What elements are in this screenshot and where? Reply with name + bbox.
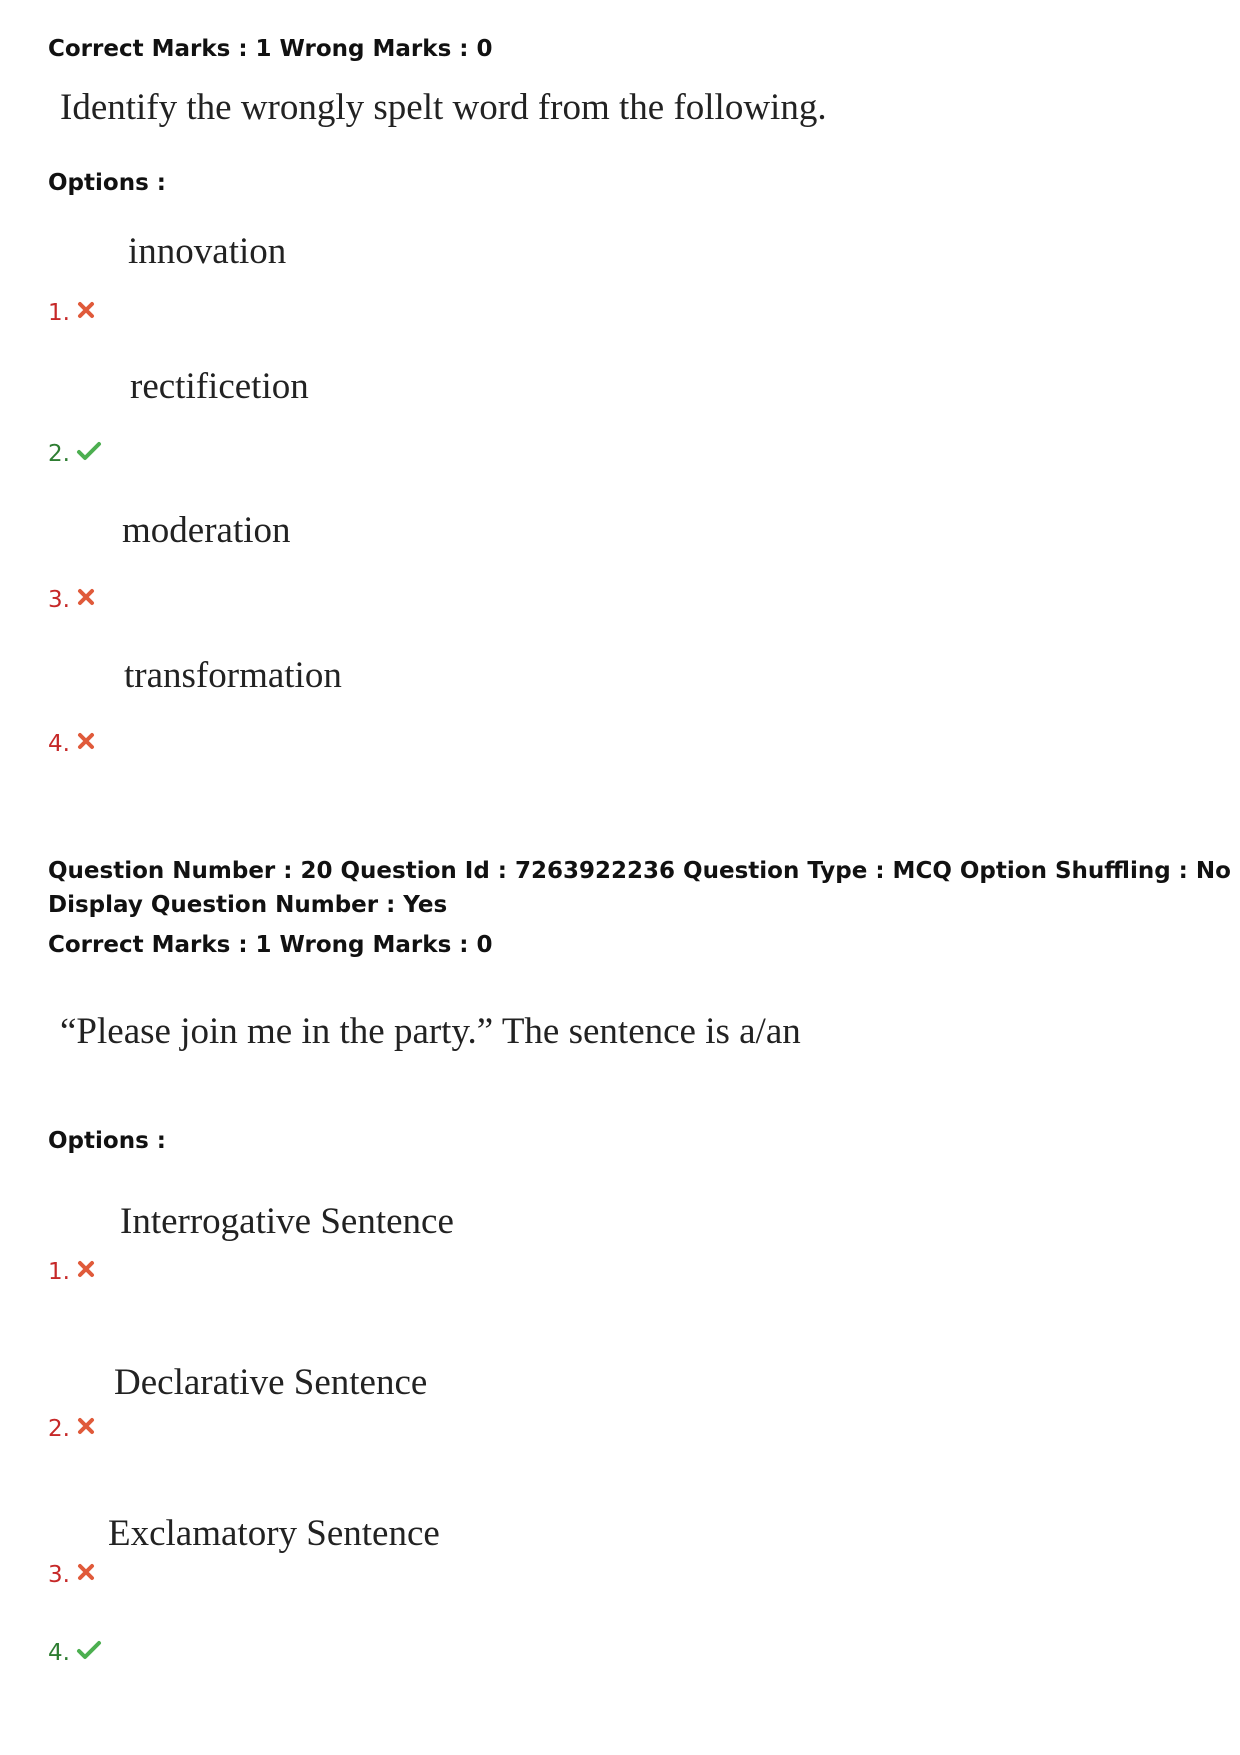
q19-option-1-text: innovation: [128, 231, 287, 272]
q19-option-3-text: moderation: [122, 510, 291, 551]
q20-header-line-2: Display Question Number : Yes: [48, 892, 448, 918]
q19-marks: Correct Marks : 1 Wrong Marks : 0: [48, 36, 493, 62]
q20-option-1: [48, 1259, 96, 1285]
q20-options-label: Options :: [48, 1128, 166, 1154]
q20-option-3-text: Exclamatory Sentence: [108, 1513, 440, 1554]
q20-option-4-number: 4.: [48, 1640, 70, 1666]
cross-icon: [76, 1562, 96, 1582]
q19-question-text: Identify the wrongly spelt word from the following.: [60, 87, 827, 128]
q19-option-2-number: 2.: [48, 441, 70, 467]
check-icon: [76, 1640, 102, 1660]
cross-icon: [76, 300, 96, 320]
q20-option-3: [48, 1562, 96, 1588]
q19-options-label: Options :: [48, 170, 166, 196]
q20-option-2-text: Declarative Sentence: [114, 1362, 428, 1403]
q20-option-3-number: 3.: [48, 1562, 70, 1588]
q20-marks: Correct Marks : 1 Wrong Marks : 0: [48, 932, 493, 958]
q19-option-4-text: transformation: [124, 655, 342, 696]
q20-question-text: “Please join me in the party.” The sentence is a/an: [60, 1011, 801, 1052]
q19-option-1: [48, 300, 96, 326]
cross-icon: [76, 1416, 96, 1436]
q20-option-4: [48, 1640, 102, 1666]
q20-option-2-number: 2.: [48, 1416, 70, 1442]
q19-option-4: [48, 731, 96, 757]
q19-option-3: [48, 587, 96, 613]
q20-option-1-number: 1.: [48, 1259, 70, 1285]
q20-option-2: [48, 1416, 96, 1442]
q19-option-2: [48, 441, 102, 467]
q19-option-2-text: rectificetion: [130, 366, 309, 407]
q19-option-1-number: 1.: [48, 300, 70, 326]
q20-header-line-1: Question Number : 20 Question Id : 7263922236 Question Type : MCQ Option Shuffling : No: [48, 858, 1231, 884]
q19-option-3-number: 3.: [48, 587, 70, 613]
check-icon: [76, 441, 102, 461]
q20-option-1-text: Interrogative Sentence: [120, 1201, 454, 1242]
cross-icon: [76, 731, 96, 751]
q19-option-4-number: 4.: [48, 731, 70, 757]
cross-icon: [76, 587, 96, 607]
cross-icon: [76, 1259, 96, 1279]
